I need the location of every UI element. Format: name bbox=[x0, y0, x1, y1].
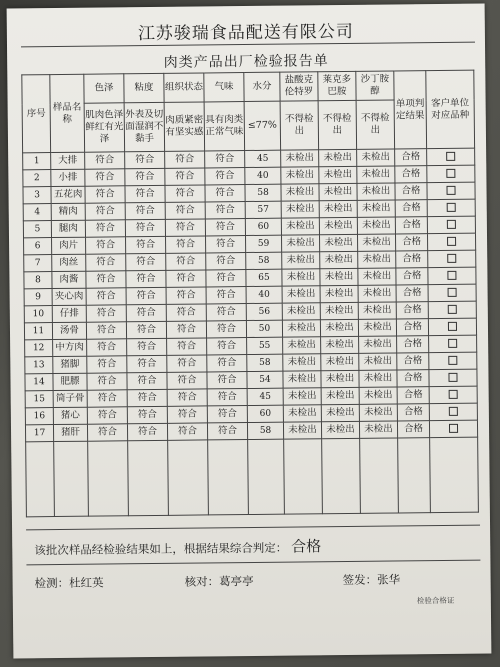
cell-odor: 符合 bbox=[207, 372, 247, 389]
checkbox[interactable] bbox=[447, 220, 456, 229]
cell-ractopamine: 未检出 bbox=[321, 336, 359, 353]
cell-verdict: 合格 bbox=[395, 200, 427, 217]
header-sample: 样品名称 bbox=[50, 74, 85, 152]
cell-salbutamol: 未检出 bbox=[357, 217, 395, 234]
cell-verdict: 合格 bbox=[396, 319, 428, 336]
cell-salbutamol: 未检出 bbox=[358, 285, 396, 302]
cell-salbutamol: 未检出 bbox=[357, 166, 395, 183]
cell-customer[interactable] bbox=[427, 233, 475, 251]
cell-no: 13 bbox=[25, 357, 53, 374]
cell-clenbuterol: 未检出 bbox=[281, 201, 319, 218]
cell-clenbuterol: 未检出 bbox=[282, 320, 320, 337]
cell-no: 17 bbox=[25, 425, 53, 442]
cell-ractopamine: 未检出 bbox=[321, 370, 359, 387]
cell-tissue: 符合 bbox=[165, 202, 205, 219]
cell-no: 7 bbox=[24, 255, 52, 272]
cell-salbutamol: 未检出 bbox=[358, 302, 396, 319]
cell-odor: 符合 bbox=[207, 338, 247, 355]
cell-salbutamol: 未检出 bbox=[359, 353, 397, 370]
cell-moisture: 50 bbox=[246, 320, 282, 337]
cell-tissue: 符合 bbox=[167, 423, 207, 440]
cell-name: 五花肉 bbox=[51, 186, 85, 203]
cell-color: 符合 bbox=[87, 373, 127, 390]
cell-customer[interactable] bbox=[429, 335, 477, 353]
cell-clenbuterol: 未检出 bbox=[283, 371, 321, 388]
cell-moisture: 58 bbox=[245, 184, 281, 201]
cell-name: 夹心肉 bbox=[52, 288, 86, 305]
cell-ractopamine: 未检出 bbox=[319, 149, 357, 166]
cell-clenbuterol: 未检出 bbox=[282, 269, 320, 286]
cell-salbutamol: 未检出 bbox=[359, 387, 397, 404]
empty-cell bbox=[284, 439, 323, 514]
cell-viscosity: 符合 bbox=[125, 185, 165, 202]
inspector-name: 杜红英 bbox=[69, 575, 104, 590]
cell-no: 6 bbox=[24, 238, 52, 255]
cell-clenbuterol: 未检出 bbox=[283, 337, 321, 354]
cell-viscosity: 符合 bbox=[126, 253, 166, 270]
cell-salbutamol: 未检出 bbox=[359, 336, 397, 353]
cell-name: 仔排 bbox=[52, 305, 86, 322]
checkbox[interactable] bbox=[449, 424, 458, 433]
checkbox[interactable] bbox=[448, 373, 457, 382]
cell-tissue: 符合 bbox=[166, 321, 206, 338]
cell-customer[interactable] bbox=[428, 301, 476, 319]
cell-color: 符合 bbox=[85, 203, 125, 220]
header-tissue: 组织状态 bbox=[164, 73, 204, 102]
standard-clenbuterol: 不得检出 bbox=[280, 101, 319, 150]
cell-customer[interactable] bbox=[429, 352, 477, 370]
cell-clenbuterol: 未检出 bbox=[281, 218, 319, 235]
cell-ractopamine: 未检出 bbox=[320, 302, 358, 319]
cell-salbutamol: 未检出 bbox=[358, 251, 396, 268]
cell-odor: 符合 bbox=[206, 253, 246, 270]
standard-tissue: 肉质紧密有坚实感 bbox=[164, 102, 205, 151]
cell-clenbuterol: 未检出 bbox=[282, 252, 320, 269]
cell-tissue: 符合 bbox=[166, 253, 206, 270]
cell-moisture: 55 bbox=[247, 337, 283, 354]
cell-viscosity: 符合 bbox=[126, 270, 166, 287]
checkbox[interactable] bbox=[448, 305, 457, 314]
footer-note: 检验合格证 bbox=[416, 595, 455, 606]
header-color: 色泽 bbox=[84, 74, 124, 103]
checkbox[interactable] bbox=[449, 390, 458, 399]
cell-odor: 符合 bbox=[205, 202, 245, 219]
checkbox[interactable] bbox=[447, 203, 456, 212]
cell-moisture: 40 bbox=[245, 167, 281, 184]
cell-no: 1 bbox=[23, 153, 51, 170]
cell-moisture: 45 bbox=[247, 388, 283, 405]
empty-cell bbox=[360, 438, 399, 513]
cell-verdict: 合格 bbox=[397, 421, 429, 438]
cell-ractopamine: 未检出 bbox=[319, 183, 357, 200]
cell-odor: 符合 bbox=[207, 406, 247, 423]
cell-salbutamol: 未检出 bbox=[358, 319, 396, 336]
cell-no: 5 bbox=[23, 221, 51, 238]
cell-name: 肉丝 bbox=[52, 254, 86, 271]
cell-no: 15 bbox=[25, 391, 53, 408]
cell-name: 精肉 bbox=[51, 203, 85, 220]
cell-name: 肥膘 bbox=[53, 373, 87, 390]
cell-viscosity: 符合 bbox=[127, 389, 167, 406]
cell-color: 符合 bbox=[86, 237, 126, 254]
cell-ractopamine: 未检出 bbox=[321, 404, 359, 421]
cell-moisture: 54 bbox=[247, 371, 283, 388]
cell-viscosity: 符合 bbox=[127, 338, 167, 355]
cell-customer[interactable] bbox=[427, 148, 475, 166]
cell-odor: 符合 bbox=[206, 287, 246, 304]
cell-color: 符合 bbox=[86, 254, 126, 271]
cell-customer[interactable] bbox=[427, 199, 475, 217]
cell-name: 腿肉 bbox=[51, 220, 85, 237]
cell-salbutamol: 未检出 bbox=[359, 370, 397, 387]
empty-row bbox=[26, 437, 479, 517]
cell-odor: 符合 bbox=[205, 185, 245, 202]
checkbox[interactable] bbox=[448, 322, 457, 331]
cell-color: 符合 bbox=[86, 322, 126, 339]
cell-viscosity: 符合 bbox=[127, 406, 167, 423]
header-row bbox=[22, 70, 474, 104]
cell-color: 符合 bbox=[85, 220, 125, 237]
cell-moisture: 40 bbox=[246, 286, 282, 303]
cell-odor: 符合 bbox=[205, 219, 245, 236]
checkbox[interactable] bbox=[446, 186, 455, 195]
checkbox[interactable] bbox=[446, 169, 455, 178]
cell-odor: 符合 bbox=[206, 321, 246, 338]
cell-tissue: 符合 bbox=[166, 287, 206, 304]
cell-salbutamol: 未检出 bbox=[359, 404, 397, 421]
report-paper bbox=[7, 4, 492, 659]
cell-ractopamine: 未检出 bbox=[319, 166, 357, 183]
empty-cell bbox=[430, 437, 479, 512]
cell-no: 10 bbox=[24, 306, 52, 323]
cell-ractopamine: 未检出 bbox=[320, 319, 358, 336]
header-single-verdict: 单项判定结果 bbox=[394, 71, 427, 149]
cell-customer[interactable] bbox=[428, 250, 476, 268]
cell-ractopamine: 未检出 bbox=[319, 217, 357, 234]
cell-ractopamine: 未检出 bbox=[320, 268, 358, 285]
cell-clenbuterol: 未检出 bbox=[281, 150, 319, 167]
cell-verdict: 合格 bbox=[397, 370, 429, 387]
cell-color: 符合 bbox=[86, 288, 126, 305]
cell-moisture: 60 bbox=[245, 218, 281, 235]
cell-viscosity: 符合 bbox=[127, 372, 167, 389]
cell-no: 11 bbox=[24, 323, 52, 340]
cell-tissue: 符合 bbox=[165, 185, 205, 202]
cell-color: 符合 bbox=[87, 356, 127, 373]
cell-salbutamol: 未检出 bbox=[357, 183, 395, 200]
cell-customer[interactable] bbox=[428, 318, 476, 336]
cell-viscosity: 符合 bbox=[125, 168, 165, 185]
cell-viscosity: 符合 bbox=[126, 287, 166, 304]
cell-tissue: 符合 bbox=[167, 355, 207, 372]
cell-tissue: 符合 bbox=[167, 338, 207, 355]
inspector-signature bbox=[35, 575, 104, 592]
checkbox[interactable] bbox=[449, 407, 458, 416]
checkbox[interactable] bbox=[448, 339, 457, 348]
cell-clenbuterol: 未检出 bbox=[283, 388, 321, 405]
header-viscosity: 粘度 bbox=[124, 73, 164, 102]
cell-verdict: 合格 bbox=[395, 217, 427, 234]
cell-tissue: 符合 bbox=[166, 236, 206, 253]
inspector-label: 检测： bbox=[34, 575, 70, 591]
cell-clenbuterol: 未检出 bbox=[283, 405, 321, 422]
cell-ractopamine: 未检出 bbox=[320, 285, 358, 302]
header-customer: 客户单位对应品种 bbox=[426, 70, 475, 148]
empty-cell bbox=[398, 438, 431, 513]
cell-customer[interactable] bbox=[428, 267, 476, 285]
cell-color: 符合 bbox=[85, 152, 125, 169]
cell-viscosity: 符合 bbox=[127, 355, 167, 372]
divider bbox=[26, 525, 480, 531]
cell-name: 筒子骨 bbox=[53, 390, 87, 407]
cell-no: 9 bbox=[24, 289, 52, 306]
cell-verdict: 合格 bbox=[396, 302, 428, 319]
cell-viscosity: 符合 bbox=[125, 151, 165, 168]
cell-no: 8 bbox=[24, 272, 52, 289]
reviewer-label: 核对： bbox=[184, 574, 220, 589]
standard-odor: 具有肉类正常气味 bbox=[204, 102, 245, 151]
cell-clenbuterol: 未检出 bbox=[283, 422, 321, 439]
cell-clenbuterol: 未检出 bbox=[281, 235, 319, 252]
empty-cell bbox=[88, 441, 129, 516]
cell-tissue: 符合 bbox=[167, 389, 207, 406]
cell-viscosity: 符合 bbox=[125, 202, 165, 219]
cell-name: 小排 bbox=[51, 169, 85, 186]
cell-customer[interactable] bbox=[429, 386, 477, 404]
cell-viscosity: 符合 bbox=[125, 219, 165, 236]
cell-verdict: 合格 bbox=[396, 268, 428, 285]
cell-name: 猪脚 bbox=[53, 356, 87, 373]
issuer-label: 签发： bbox=[342, 572, 378, 588]
cell-color: 符合 bbox=[85, 169, 125, 186]
cell-color: 符合 bbox=[86, 305, 126, 322]
cell-name: 中方肉 bbox=[53, 339, 87, 356]
cell-clenbuterol: 未检出 bbox=[282, 286, 320, 303]
cell-verdict: 合格 bbox=[396, 251, 428, 268]
cell-salbutamol: 未检出 bbox=[357, 149, 395, 166]
cell-ractopamine: 未检出 bbox=[320, 251, 358, 268]
cell-name: 猪肝 bbox=[53, 424, 87, 441]
cell-color: 符合 bbox=[86, 271, 126, 288]
empty-cell bbox=[248, 439, 285, 514]
cell-odor: 符合 bbox=[205, 151, 245, 168]
cell-verdict: 合格 bbox=[395, 183, 427, 200]
cell-clenbuterol: 未检出 bbox=[281, 184, 319, 201]
cell-ractopamine: 未检出 bbox=[321, 421, 359, 438]
cell-customer[interactable] bbox=[427, 182, 475, 200]
standard-salbutamol: 不得检出 bbox=[356, 100, 395, 149]
cell-odor: 符合 bbox=[207, 423, 247, 440]
cell-tissue: 符合 bbox=[165, 151, 205, 168]
cell-color: 符合 bbox=[87, 390, 127, 407]
cell-name: 大排 bbox=[51, 152, 85, 169]
cell-viscosity: 符合 bbox=[126, 321, 166, 338]
cell-verdict: 合格 bbox=[395, 149, 427, 166]
cell-moisture: 58 bbox=[247, 354, 283, 371]
cell-tissue: 符合 bbox=[166, 304, 206, 321]
empty-cell bbox=[26, 442, 55, 517]
summary-result: 合格 bbox=[291, 537, 322, 556]
cell-odor: 符合 bbox=[207, 355, 247, 372]
summary-text: 该批次样品经检验结果如上，根据结果综合判定： bbox=[34, 540, 288, 558]
cell-odor: 符合 bbox=[206, 270, 246, 287]
cell-salbutamol: 未检出 bbox=[358, 268, 396, 285]
cell-tissue: 符合 bbox=[165, 219, 205, 236]
cell-salbutamol: 未检出 bbox=[357, 200, 395, 217]
header-clenbuterol: 盐酸克伦特罗 bbox=[280, 72, 318, 101]
standard-moisture: ≤77% bbox=[244, 101, 281, 150]
standard-ractopamine: 不得检出 bbox=[318, 100, 357, 149]
cell-verdict: 合格 bbox=[397, 336, 429, 353]
cell-verdict: 合格 bbox=[397, 353, 429, 370]
header-odor: 气味 bbox=[204, 73, 244, 102]
cell-customer[interactable] bbox=[427, 165, 475, 183]
cell-ractopamine: 未检出 bbox=[319, 234, 357, 251]
cell-color: 符合 bbox=[87, 339, 127, 356]
inspection-table bbox=[21, 70, 479, 518]
header-salbutamol: 沙丁胺醇 bbox=[356, 71, 394, 100]
cell-tissue: 符合 bbox=[165, 168, 205, 185]
cell-clenbuterol: 未检出 bbox=[281, 167, 319, 184]
cell-verdict: 合格 bbox=[395, 166, 427, 183]
cell-verdict: 合格 bbox=[395, 234, 427, 251]
cell-ractopamine: 未检出 bbox=[321, 353, 359, 370]
cell-verdict: 合格 bbox=[397, 404, 429, 421]
report-title: 肉类产品出厂检验报告单 bbox=[163, 53, 329, 71]
checkbox[interactable] bbox=[446, 152, 455, 161]
cell-tissue: 符合 bbox=[167, 406, 207, 423]
cell-tissue: 符合 bbox=[167, 372, 207, 389]
reviewer-name: 葛亭亭 bbox=[219, 573, 254, 589]
empty-cell bbox=[128, 440, 169, 515]
cell-ractopamine: 未检出 bbox=[319, 200, 357, 217]
empty-cell bbox=[168, 440, 209, 515]
cell-salbutamol: 未检出 bbox=[359, 421, 397, 438]
table-body bbox=[23, 148, 479, 517]
cell-no: 14 bbox=[25, 374, 53, 391]
header-seq: 序号 bbox=[22, 75, 51, 153]
empty-cell bbox=[54, 441, 89, 516]
checkbox[interactable] bbox=[447, 271, 456, 280]
cell-customer[interactable] bbox=[429, 369, 477, 387]
checkbox[interactable] bbox=[447, 254, 456, 263]
empty-cell bbox=[322, 438, 361, 513]
cell-color: 符合 bbox=[87, 424, 127, 441]
cell-verdict: 合格 bbox=[397, 387, 429, 404]
cell-no: 16 bbox=[25, 408, 53, 425]
cell-color: 符合 bbox=[87, 407, 127, 424]
cell-moisture: 45 bbox=[245, 150, 281, 167]
cell-viscosity: 符合 bbox=[127, 423, 167, 440]
cell-name: 汤骨 bbox=[52, 322, 86, 339]
cell-moisture: 60 bbox=[247, 405, 283, 422]
issuer-signature bbox=[343, 571, 401, 588]
cell-odor: 符合 bbox=[206, 304, 246, 321]
cell-customer[interactable] bbox=[429, 403, 477, 421]
cell-no: 12 bbox=[25, 340, 53, 357]
checkbox[interactable] bbox=[448, 288, 457, 297]
header-moisture: 水分 bbox=[244, 72, 280, 101]
cell-name: 肉片 bbox=[52, 237, 86, 254]
cell-moisture: 59 bbox=[246, 235, 282, 252]
cell-verdict: 合格 bbox=[396, 285, 428, 302]
cell-odor: 符合 bbox=[205, 168, 245, 185]
cell-color: 符合 bbox=[85, 186, 125, 203]
issuer-name: 张华 bbox=[377, 572, 401, 587]
cell-name: 猪心 bbox=[53, 407, 87, 424]
cell-customer[interactable] bbox=[427, 216, 475, 234]
cell-viscosity: 符合 bbox=[126, 304, 166, 321]
cell-customer[interactable] bbox=[429, 420, 477, 438]
cell-moisture: 58 bbox=[246, 252, 282, 269]
cell-no: 2 bbox=[23, 170, 51, 187]
cell-ractopamine: 未检出 bbox=[321, 387, 359, 404]
cell-moisture: 65 bbox=[246, 269, 282, 286]
empty-cell bbox=[208, 440, 249, 515]
cell-odor: 符合 bbox=[207, 389, 247, 406]
cell-moisture: 56 bbox=[246, 303, 282, 320]
cell-tissue: 符合 bbox=[166, 270, 206, 287]
checkbox[interactable] bbox=[448, 356, 457, 365]
summary-line bbox=[34, 535, 321, 559]
cell-moisture: 58 bbox=[247, 422, 283, 439]
cell-no: 3 bbox=[23, 187, 51, 204]
standard-color: 肌肉色泽鲜红有光泽 bbox=[84, 103, 125, 152]
cell-viscosity: 符合 bbox=[126, 236, 166, 253]
cell-customer[interactable] bbox=[428, 284, 476, 302]
cell-odor: 符合 bbox=[206, 236, 246, 253]
cell-no: 4 bbox=[23, 204, 51, 221]
cell-clenbuterol: 未检出 bbox=[282, 303, 320, 320]
checkbox[interactable] bbox=[447, 237, 456, 246]
cell-clenbuterol: 未检出 bbox=[283, 354, 321, 371]
cell-moisture: 57 bbox=[245, 201, 281, 218]
divider bbox=[26, 560, 480, 566]
standard-viscosity: 外表及切面湿润不黏手 bbox=[124, 102, 165, 151]
cell-salbutamol: 未检出 bbox=[357, 234, 395, 251]
company-name: 江苏骏瑞食品配送有限公司 bbox=[137, 21, 354, 45]
cell-name: 肉酱 bbox=[52, 271, 86, 288]
header-ractopamine: 莱克多巴胺 bbox=[318, 71, 356, 100]
reviewer-signature bbox=[185, 573, 254, 590]
